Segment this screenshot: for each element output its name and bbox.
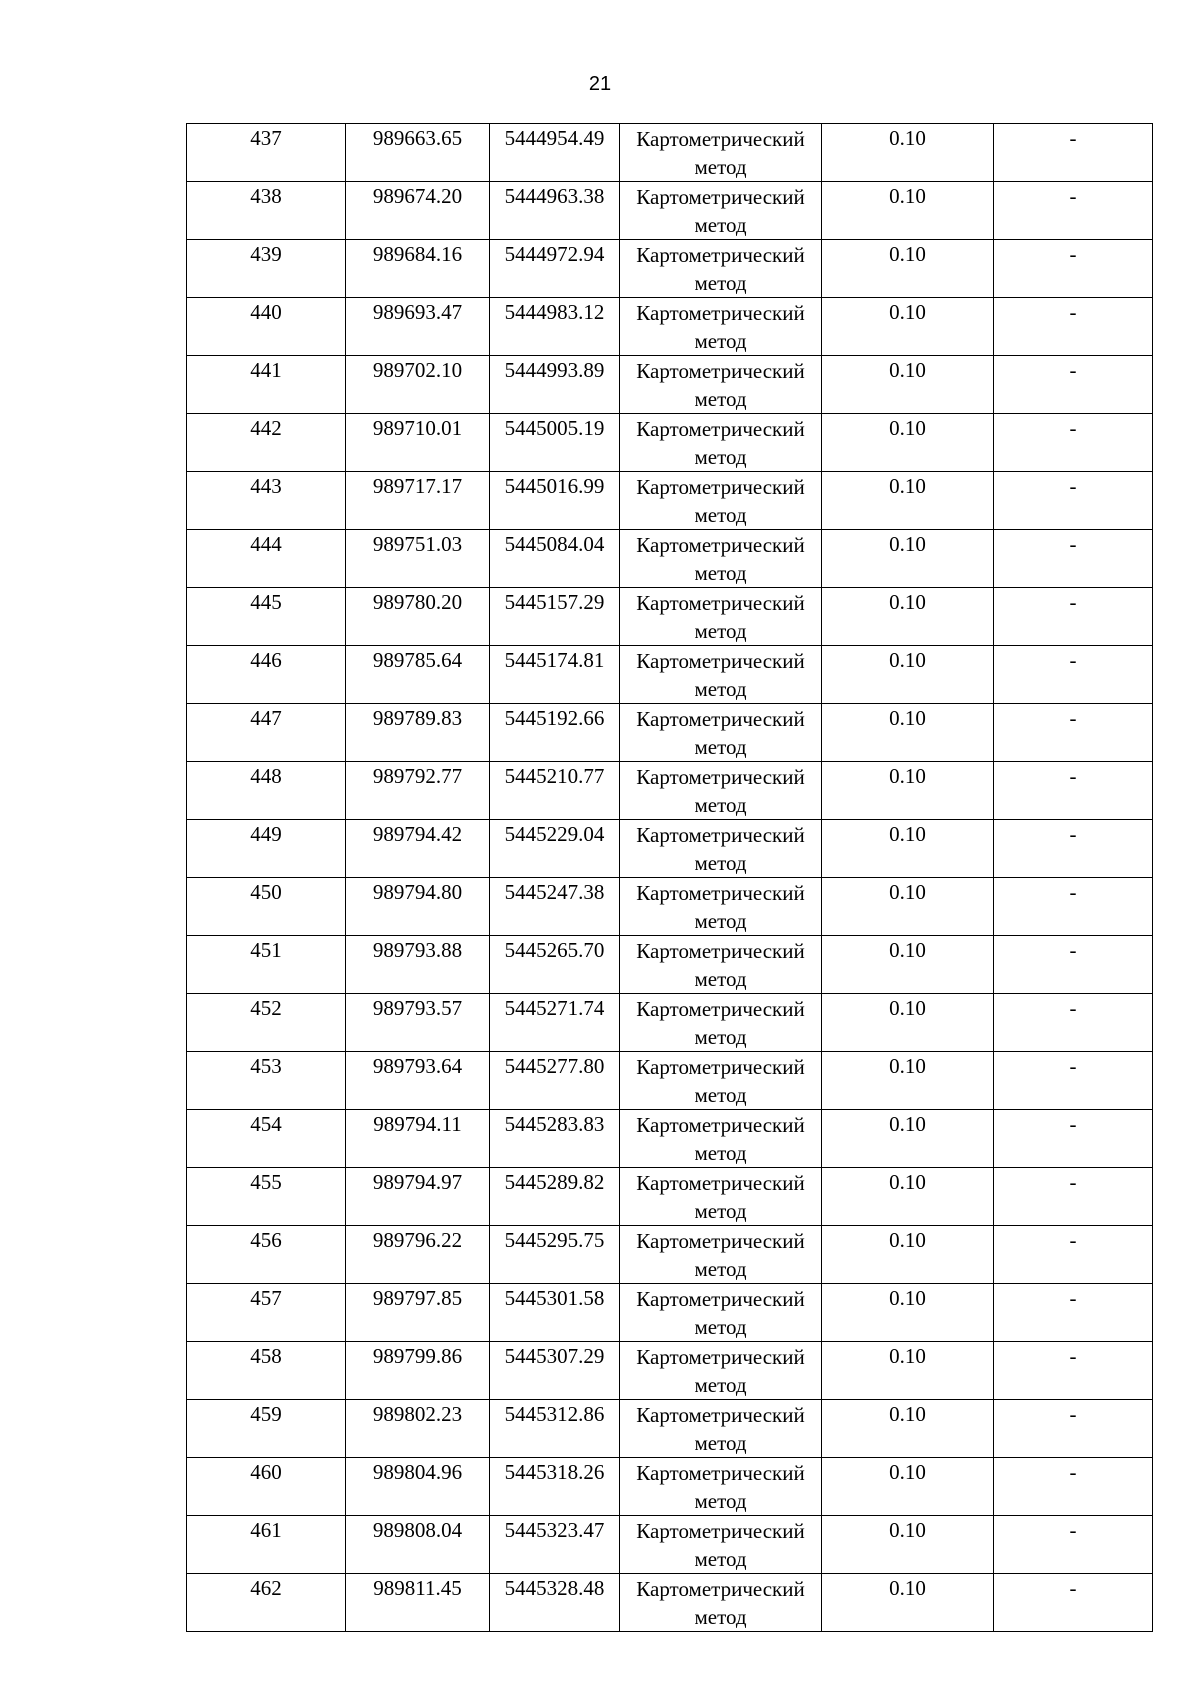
point-number-cell: 459 bbox=[187, 1400, 346, 1458]
accuracy-cell: 0.10 bbox=[822, 1226, 994, 1284]
method-line1: Картометрический bbox=[636, 707, 805, 731]
y-coordinate-cell: 5445174.81 bbox=[490, 646, 620, 704]
note-cell: - bbox=[994, 646, 1153, 704]
table-row bbox=[187, 820, 1153, 878]
note-cell: - bbox=[994, 588, 1153, 646]
table-row bbox=[187, 356, 1153, 414]
method-cell bbox=[620, 182, 822, 240]
method-cell bbox=[620, 1168, 822, 1226]
x-coordinate-cell: 989797.85 bbox=[346, 1284, 490, 1342]
x-coordinate-cell: 989780.20 bbox=[346, 588, 490, 646]
table-row bbox=[187, 124, 1153, 182]
accuracy-cell: 0.10 bbox=[822, 124, 994, 182]
method-line2: метод bbox=[694, 503, 747, 527]
method-cell bbox=[620, 1400, 822, 1458]
note-cell: - bbox=[994, 1052, 1153, 1110]
x-coordinate-cell: 989794.97 bbox=[346, 1168, 490, 1226]
method-line1: Картометрический bbox=[636, 591, 805, 615]
note-cell: - bbox=[994, 1110, 1153, 1168]
method-cell bbox=[620, 240, 822, 298]
method-line2: метод bbox=[694, 793, 747, 817]
note-cell: - bbox=[994, 1574, 1153, 1632]
y-coordinate-cell: 5445283.83 bbox=[490, 1110, 620, 1168]
method-line2: метод bbox=[694, 909, 747, 933]
method-line2: метод bbox=[694, 1141, 747, 1165]
point-number-cell: 445 bbox=[187, 588, 346, 646]
method-line1: Картометрический bbox=[636, 1113, 805, 1137]
method-cell bbox=[620, 646, 822, 704]
y-coordinate-cell: 5444954.49 bbox=[490, 124, 620, 182]
accuracy-cell: 0.10 bbox=[822, 240, 994, 298]
y-coordinate-cell: 5445289.82 bbox=[490, 1168, 620, 1226]
method-line1: Картометрический bbox=[636, 1171, 805, 1195]
method-line1: Картометрический bbox=[636, 127, 805, 151]
method-line2: метод bbox=[694, 213, 747, 237]
point-number-cell: 453 bbox=[187, 1052, 346, 1110]
method-line1: Картометрический bbox=[636, 301, 805, 325]
point-number-cell: 447 bbox=[187, 704, 346, 762]
method-line2: метод bbox=[694, 1547, 747, 1571]
method-line2: метод bbox=[694, 677, 747, 701]
accuracy-cell: 0.10 bbox=[822, 414, 994, 472]
accuracy-cell: 0.10 bbox=[822, 588, 994, 646]
table-row bbox=[187, 1574, 1153, 1632]
accuracy-cell: 0.10 bbox=[822, 1284, 994, 1342]
coordinates-table bbox=[186, 123, 1153, 1632]
note-cell: - bbox=[994, 704, 1153, 762]
table-row bbox=[187, 1052, 1153, 1110]
method-line1: Картометрический bbox=[636, 359, 805, 383]
accuracy-cell: 0.10 bbox=[822, 1342, 994, 1400]
method-line2: метод bbox=[694, 1257, 747, 1281]
method-cell bbox=[620, 1342, 822, 1400]
accuracy-cell: 0.10 bbox=[822, 646, 994, 704]
accuracy-cell: 0.10 bbox=[822, 298, 994, 356]
x-coordinate-cell: 989674.20 bbox=[346, 182, 490, 240]
note-cell: - bbox=[994, 472, 1153, 530]
x-coordinate-cell: 989792.77 bbox=[346, 762, 490, 820]
method-line1: Картометрический bbox=[636, 1519, 805, 1543]
note-cell: - bbox=[994, 1458, 1153, 1516]
accuracy-cell: 0.10 bbox=[822, 182, 994, 240]
table-row bbox=[187, 414, 1153, 472]
accuracy-cell: 0.10 bbox=[822, 762, 994, 820]
y-coordinate-cell: 5445307.29 bbox=[490, 1342, 620, 1400]
method-line1: Картометрический bbox=[636, 649, 805, 673]
note-cell: - bbox=[994, 820, 1153, 878]
accuracy-cell: 0.10 bbox=[822, 704, 994, 762]
method-line1: Картометрический bbox=[636, 823, 805, 847]
method-cell bbox=[620, 936, 822, 994]
accuracy-cell: 0.10 bbox=[822, 472, 994, 530]
point-number-cell: 444 bbox=[187, 530, 346, 588]
y-coordinate-cell: 5445192.66 bbox=[490, 704, 620, 762]
accuracy-cell: 0.10 bbox=[822, 1110, 994, 1168]
method-line1: Картометрический bbox=[636, 475, 805, 499]
method-cell bbox=[620, 1052, 822, 1110]
note-cell: - bbox=[994, 182, 1153, 240]
point-number-cell: 439 bbox=[187, 240, 346, 298]
y-coordinate-cell: 5444993.89 bbox=[490, 356, 620, 414]
accuracy-cell: 0.10 bbox=[822, 1052, 994, 1110]
accuracy-cell: 0.10 bbox=[822, 820, 994, 878]
y-coordinate-cell: 5445318.26 bbox=[490, 1458, 620, 1516]
table-row bbox=[187, 240, 1153, 298]
method-line1: Картометрический bbox=[636, 1287, 805, 1311]
table-row bbox=[187, 878, 1153, 936]
accuracy-cell: 0.10 bbox=[822, 1574, 994, 1632]
x-coordinate-cell: 989710.01 bbox=[346, 414, 490, 472]
method-cell bbox=[620, 472, 822, 530]
accuracy-cell: 0.10 bbox=[822, 994, 994, 1052]
y-coordinate-cell: 5445271.74 bbox=[490, 994, 620, 1052]
x-coordinate-cell: 989684.16 bbox=[346, 240, 490, 298]
method-cell bbox=[620, 762, 822, 820]
x-coordinate-cell: 989663.65 bbox=[346, 124, 490, 182]
table-row bbox=[187, 1168, 1153, 1226]
method-line2: метод bbox=[694, 387, 747, 411]
point-number-cell: 450 bbox=[187, 878, 346, 936]
point-number-cell: 448 bbox=[187, 762, 346, 820]
method-line2: метод bbox=[694, 1315, 747, 1339]
note-cell: - bbox=[994, 1400, 1153, 1458]
x-coordinate-cell: 989793.64 bbox=[346, 1052, 490, 1110]
note-cell: - bbox=[994, 878, 1153, 936]
x-coordinate-cell: 989751.03 bbox=[346, 530, 490, 588]
method-line2: метод bbox=[694, 155, 747, 179]
accuracy-cell: 0.10 bbox=[822, 878, 994, 936]
y-coordinate-cell: 5445328.48 bbox=[490, 1574, 620, 1632]
method-cell bbox=[620, 820, 822, 878]
method-line2: метод bbox=[694, 967, 747, 991]
y-coordinate-cell: 5445295.75 bbox=[490, 1226, 620, 1284]
method-line1: Картометрический bbox=[636, 1461, 805, 1485]
method-cell bbox=[620, 704, 822, 762]
table-row bbox=[187, 704, 1153, 762]
x-coordinate-cell: 989794.11 bbox=[346, 1110, 490, 1168]
point-number-cell: 446 bbox=[187, 646, 346, 704]
method-line2: метод bbox=[694, 1489, 747, 1513]
point-number-cell: 455 bbox=[187, 1168, 346, 1226]
note-cell: - bbox=[994, 1284, 1153, 1342]
method-cell bbox=[620, 298, 822, 356]
method-line1: Картометрический bbox=[636, 765, 805, 789]
method-cell bbox=[620, 1284, 822, 1342]
method-line1: Картометрический bbox=[636, 881, 805, 905]
point-number-cell: 449 bbox=[187, 820, 346, 878]
x-coordinate-cell: 989799.86 bbox=[346, 1342, 490, 1400]
table-row bbox=[187, 298, 1153, 356]
note-cell: - bbox=[994, 240, 1153, 298]
point-number-cell: 441 bbox=[187, 356, 346, 414]
method-line2: метод bbox=[694, 851, 747, 875]
accuracy-cell: 0.10 bbox=[822, 936, 994, 994]
point-number-cell: 440 bbox=[187, 298, 346, 356]
method-line2: метод bbox=[694, 1605, 747, 1629]
accuracy-cell: 0.10 bbox=[822, 1516, 994, 1574]
method-line2: метод bbox=[694, 1025, 747, 1049]
y-coordinate-cell: 5445265.70 bbox=[490, 936, 620, 994]
note-cell: - bbox=[994, 936, 1153, 994]
coordinates-table-body bbox=[187, 124, 1153, 1632]
table-row bbox=[187, 588, 1153, 646]
method-line2: метод bbox=[694, 1373, 747, 1397]
point-number-cell: 458 bbox=[187, 1342, 346, 1400]
method-line1: Картометрический bbox=[636, 1403, 805, 1427]
point-number-cell: 461 bbox=[187, 1516, 346, 1574]
note-cell: - bbox=[994, 1168, 1153, 1226]
y-coordinate-cell: 5445229.04 bbox=[490, 820, 620, 878]
table-row bbox=[187, 762, 1153, 820]
method-line1: Картометрический bbox=[636, 1345, 805, 1369]
x-coordinate-cell: 989789.83 bbox=[346, 704, 490, 762]
y-coordinate-cell: 5445277.80 bbox=[490, 1052, 620, 1110]
accuracy-cell: 0.10 bbox=[822, 530, 994, 588]
table-row bbox=[187, 472, 1153, 530]
x-coordinate-cell: 989702.10 bbox=[346, 356, 490, 414]
note-cell: - bbox=[994, 530, 1153, 588]
table-row bbox=[187, 994, 1153, 1052]
accuracy-cell: 0.10 bbox=[822, 1168, 994, 1226]
page-number: 21 bbox=[588, 73, 612, 95]
x-coordinate-cell: 989804.96 bbox=[346, 1458, 490, 1516]
method-line2: метод bbox=[694, 1431, 747, 1455]
point-number-cell: 438 bbox=[187, 182, 346, 240]
x-coordinate-cell: 989811.45 bbox=[346, 1574, 490, 1632]
method-cell bbox=[620, 530, 822, 588]
method-cell bbox=[620, 1574, 822, 1632]
x-coordinate-cell: 989717.17 bbox=[346, 472, 490, 530]
y-coordinate-cell: 5444963.38 bbox=[490, 182, 620, 240]
table-row bbox=[187, 646, 1153, 704]
method-line1: Картометрический bbox=[636, 417, 805, 441]
point-number-cell: 454 bbox=[187, 1110, 346, 1168]
method-cell bbox=[620, 414, 822, 472]
x-coordinate-cell: 989808.04 bbox=[346, 1516, 490, 1574]
table-row bbox=[187, 1342, 1153, 1400]
table-row bbox=[187, 530, 1153, 588]
note-cell: - bbox=[994, 762, 1153, 820]
method-line1: Картометрический bbox=[636, 997, 805, 1021]
method-line2: метод bbox=[694, 329, 747, 353]
note-cell: - bbox=[994, 1342, 1153, 1400]
table-row bbox=[187, 1110, 1153, 1168]
y-coordinate-cell: 5445301.58 bbox=[490, 1284, 620, 1342]
note-cell: - bbox=[994, 298, 1153, 356]
table-row bbox=[187, 1458, 1153, 1516]
x-coordinate-cell: 989802.23 bbox=[346, 1400, 490, 1458]
point-number-cell: 456 bbox=[187, 1226, 346, 1284]
method-line1: Картометрический bbox=[636, 1229, 805, 1253]
method-line2: метод bbox=[694, 1083, 747, 1107]
x-coordinate-cell: 989793.57 bbox=[346, 994, 490, 1052]
method-cell bbox=[620, 588, 822, 646]
method-cell bbox=[620, 1110, 822, 1168]
table-row bbox=[187, 182, 1153, 240]
method-cell bbox=[620, 994, 822, 1052]
point-number-cell: 462 bbox=[187, 1574, 346, 1632]
x-coordinate-cell: 989796.22 bbox=[346, 1226, 490, 1284]
method-line1: Картометрический bbox=[636, 533, 805, 557]
y-coordinate-cell: 5445005.19 bbox=[490, 414, 620, 472]
x-coordinate-cell: 989693.47 bbox=[346, 298, 490, 356]
method-line2: метод bbox=[694, 445, 747, 469]
note-cell: - bbox=[994, 356, 1153, 414]
x-coordinate-cell: 989794.80 bbox=[346, 878, 490, 936]
method-line1: Картометрический bbox=[636, 1577, 805, 1601]
point-number-cell: 460 bbox=[187, 1458, 346, 1516]
point-number-cell: 442 bbox=[187, 414, 346, 472]
accuracy-cell: 0.10 bbox=[822, 1400, 994, 1458]
x-coordinate-cell: 989793.88 bbox=[346, 936, 490, 994]
note-cell: - bbox=[994, 124, 1153, 182]
method-line1: Картометрический bbox=[636, 185, 805, 209]
method-line2: метод bbox=[694, 271, 747, 295]
method-cell bbox=[620, 124, 822, 182]
point-number-cell: 437 bbox=[187, 124, 346, 182]
y-coordinate-cell: 5445084.04 bbox=[490, 530, 620, 588]
table-row bbox=[187, 1226, 1153, 1284]
y-coordinate-cell: 5444972.94 bbox=[490, 240, 620, 298]
point-number-cell: 457 bbox=[187, 1284, 346, 1342]
y-coordinate-cell: 5445247.38 bbox=[490, 878, 620, 936]
note-cell: - bbox=[994, 414, 1153, 472]
y-coordinate-cell: 5445312.86 bbox=[490, 1400, 620, 1458]
method-cell bbox=[620, 1458, 822, 1516]
method-line2: метод bbox=[694, 561, 747, 585]
method-line2: метод bbox=[694, 735, 747, 759]
note-cell: - bbox=[994, 994, 1153, 1052]
method-cell bbox=[620, 1516, 822, 1574]
note-cell: - bbox=[994, 1226, 1153, 1284]
method-cell bbox=[620, 356, 822, 414]
method-line1: Картометрический bbox=[636, 243, 805, 267]
y-coordinate-cell: 5445323.47 bbox=[490, 1516, 620, 1574]
point-number-cell: 451 bbox=[187, 936, 346, 994]
x-coordinate-cell: 989785.64 bbox=[346, 646, 490, 704]
table-row bbox=[187, 936, 1153, 994]
y-coordinate-cell: 5445210.77 bbox=[490, 762, 620, 820]
table-row bbox=[187, 1400, 1153, 1458]
method-line1: Картометрический bbox=[636, 939, 805, 963]
table-row bbox=[187, 1516, 1153, 1574]
x-coordinate-cell: 989794.42 bbox=[346, 820, 490, 878]
point-number-cell: 452 bbox=[187, 994, 346, 1052]
accuracy-cell: 0.10 bbox=[822, 1458, 994, 1516]
point-number-cell: 443 bbox=[187, 472, 346, 530]
method-cell bbox=[620, 1226, 822, 1284]
note-cell: - bbox=[994, 1516, 1153, 1574]
method-cell bbox=[620, 878, 822, 936]
method-line1: Картометрический bbox=[636, 1055, 805, 1079]
y-coordinate-cell: 5445157.29 bbox=[490, 588, 620, 646]
y-coordinate-cell: 5444983.12 bbox=[490, 298, 620, 356]
accuracy-cell: 0.10 bbox=[822, 356, 994, 414]
method-line2: метод bbox=[694, 1199, 747, 1223]
method-line2: метод bbox=[694, 619, 747, 643]
table-row bbox=[187, 1284, 1153, 1342]
y-coordinate-cell: 5445016.99 bbox=[490, 472, 620, 530]
